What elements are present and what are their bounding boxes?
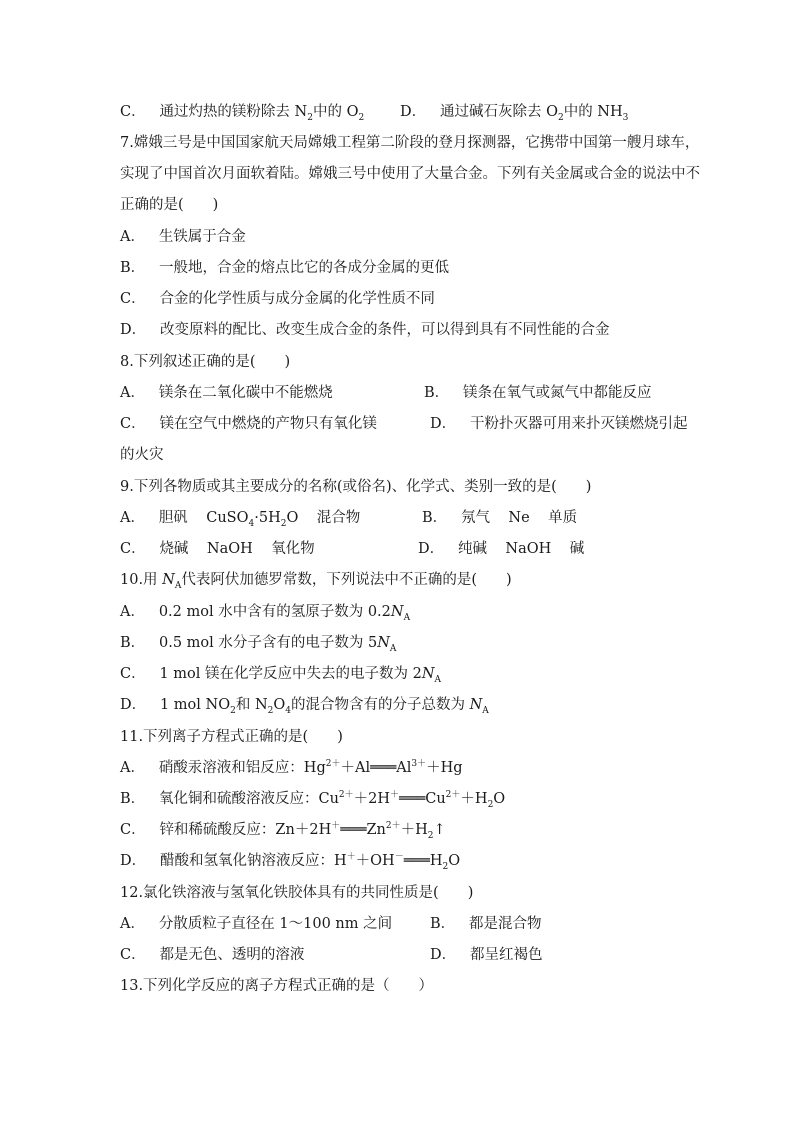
q9-option-b: B． 氖气 Ne 单质 xyxy=(422,510,578,526)
q8-option-d-continued: 的火灾 xyxy=(120,447,164,463)
q7-stem-line1: 7.嫦娥三号是中国国家航天局嫦娥工程第二阶段的登月探测器，它携带中国第一艘月球车， xyxy=(120,135,700,151)
q12-option-d: D． 都呈红褐色 xyxy=(430,947,543,963)
q12-stem: 12.氯化铁溶液与氢氧化铁胶体具有的共同性质是( ) xyxy=(120,885,474,901)
q9-option-d: D． 纯碱 NaOH 碱 xyxy=(418,541,585,557)
q6-option-c: C． 通过灼热的镁粉除去 $N_2$中的 $O_2$ xyxy=(120,104,365,123)
q8-option-a: A． 镁条在二氧化碳中不能燃烧 xyxy=(120,385,333,401)
q10-option-a: A． 0.2 mol 水中含有的氢原子数为 $0.2N_A$ xyxy=(120,604,411,623)
q7-option-a: A． 生铁属于合金 xyxy=(120,229,246,245)
q11-option-d: D． 醋酸和氢氧化钠溶液反应：$H^++OH^-═══H_2O$ xyxy=(120,852,461,872)
q7-option-b: B． 一般地，合金的熔点比它的各成分金属的更低 xyxy=(120,260,449,276)
q10-option-d: D． 1 mol $NO_2$和 $N_2O_4$的混合物含有的分子总数为 $N_A$ xyxy=(120,697,489,716)
q7-option-c: C． 合金的化学性质与成分金属的化学性质不同 xyxy=(120,291,435,307)
q13-stem: 13.下列化学反应的离子方程式正确的是（ ） xyxy=(120,978,434,994)
q12-option-b: B． 都是混合物 xyxy=(430,916,542,932)
q6-option-d: D． 通过碱石灰除去 $O_2$中的 $NH_3$ xyxy=(400,104,629,123)
q8-option-d: D． 干粉扑灭器可用来扑灭镁燃烧引起 xyxy=(430,416,688,432)
q7-option-d: D． 改变原料的配比、改变生成合金的条件，可以得到具有不同性能的合金 xyxy=(120,322,610,338)
q7-stem-line3: 正确的是( ) xyxy=(120,197,219,213)
q11-stem: 11.下列离子方程式正确的是( ) xyxy=(120,729,343,745)
q11-option-b: B． 氧化铜和硫酸溶液反应：$Cu^{2+}+2H^+═══Cu^{2+}+H_2O$ xyxy=(120,790,506,810)
q12-option-c: C． 都是无色、透明的溶液 xyxy=(120,947,305,963)
q9-stem: 9.下列各物质或其主要成分的名称(或俗名)、化学式、类别一致的是( ) xyxy=(120,479,592,495)
q8-option-c: C． 镁在空气中燃烧的产物只有氧化镁 xyxy=(120,416,377,432)
q11-option-a: A． 硝酸汞溶液和铝反应：$Hg^{2+}+Al═══Al^{3+}+Hg$ xyxy=(120,759,463,776)
q9-option-c: C． 烧碱 NaOH 氧化物 xyxy=(120,541,315,557)
q8-stem: 8.下列叙述正确的是( ) xyxy=(120,354,291,370)
q11-option-c: C． 锌和稀硫酸反应：$Zn+2H^+═══Zn^{2+}+H_2↑$ xyxy=(120,821,446,841)
q9-option-a: A． 胆矾 $CuSO_4\cdot 5H_2O$ 混合物 xyxy=(120,510,361,529)
q7-stem-line2: 实现了中国首次月面软着陆。嫦娥三号中使用了大量合金。下列有关金属或合金的说法中不 xyxy=(120,166,700,182)
q10-stem: 10.用 $N_A$代表阿伏加德罗常数，下列说法中不正确的是( ) xyxy=(120,572,512,591)
q8-option-b: B． 镁条在氧气或氮气中都能反应 xyxy=(424,385,652,401)
q12-option-a: A． 分散质粒子直径在 1～100 nm 之间 xyxy=(120,916,393,932)
q10-option-b: B． 0.5 mol 水分子含有的电子数为 $5N_A$ xyxy=(120,635,397,654)
q10-option-c: C． 1 mol 镁在化学反应中失去的电子数为 $2N_A$ xyxy=(120,666,442,685)
